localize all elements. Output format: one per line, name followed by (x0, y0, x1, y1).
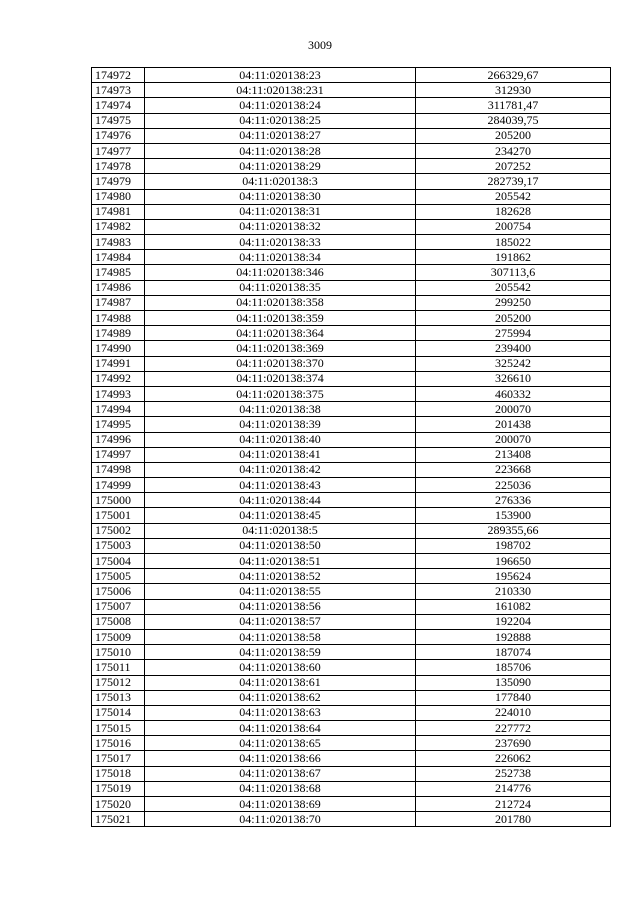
table-row (92, 766, 611, 781)
cadastral-code-cell: 04:11:020138:59 (145, 645, 416, 660)
row-number-cell: 175004 (92, 554, 145, 569)
row-number-cell: 174986 (92, 280, 145, 295)
value-cell: 234270 (416, 143, 611, 158)
table-row (92, 280, 611, 295)
cadastral-code-cell: 04:11:020138:359 (145, 311, 416, 326)
table-row (92, 83, 611, 98)
cadastral-code-cell: 04:11:020138:27 (145, 128, 416, 143)
cadastral-code-cell: 04:11:020138:62 (145, 690, 416, 705)
row-number-cell: 174981 (92, 204, 145, 219)
cadastral-code-cell: 04:11:020138:42 (145, 462, 416, 477)
row-number-cell: 174976 (92, 128, 145, 143)
value-cell: 195624 (416, 569, 611, 584)
table-body (92, 68, 611, 827)
cadastral-code-cell: 04:11:020138:38 (145, 402, 416, 417)
table-row (92, 235, 611, 250)
table-row (92, 432, 611, 447)
table-row (92, 508, 611, 523)
row-number-cell: 174989 (92, 326, 145, 341)
value-cell: 201438 (416, 417, 611, 432)
value-cell: 192204 (416, 614, 611, 629)
table-row (92, 113, 611, 128)
row-number-cell: 174984 (92, 250, 145, 265)
value-cell: 196650 (416, 554, 611, 569)
table-row (92, 599, 611, 614)
row-number-cell: 175018 (92, 766, 145, 781)
table-row (92, 189, 611, 204)
table-row (92, 159, 611, 174)
cadastral-code-cell: 04:11:020138:28 (145, 143, 416, 158)
value-cell: 299250 (416, 295, 611, 310)
table-row (92, 311, 611, 326)
row-number-cell: 174995 (92, 417, 145, 432)
value-cell: 207252 (416, 159, 611, 174)
value-cell: 237690 (416, 736, 611, 751)
row-number-cell: 174978 (92, 159, 145, 174)
cadastral-code-cell: 04:11:020138:25 (145, 113, 416, 128)
row-number-cell: 175000 (92, 493, 145, 508)
row-number-cell: 175012 (92, 675, 145, 690)
row-number-cell: 174994 (92, 402, 145, 417)
cadastral-code-cell: 04:11:020138:52 (145, 569, 416, 584)
value-cell: 177840 (416, 690, 611, 705)
row-number-cell: 175014 (92, 705, 145, 720)
cadastral-code-cell: 04:11:020138:63 (145, 705, 416, 720)
table-row (92, 554, 611, 569)
row-number-cell: 175010 (92, 645, 145, 660)
cadastral-code-cell: 04:11:020138:43 (145, 478, 416, 493)
value-cell: 252738 (416, 766, 611, 781)
cadastral-code-cell: 04:11:020138:70 (145, 812, 416, 827)
value-cell: 275994 (416, 326, 611, 341)
row-number-cell: 174992 (92, 371, 145, 386)
cadastral-code-cell: 04:11:020138:34 (145, 250, 416, 265)
row-number-cell: 175015 (92, 721, 145, 736)
table-row (92, 675, 611, 690)
value-cell: 225036 (416, 478, 611, 493)
row-number-cell: 174982 (92, 219, 145, 234)
table-row (92, 751, 611, 766)
row-number-cell: 174972 (92, 68, 145, 83)
cadastral-code-cell: 04:11:020138:57 (145, 614, 416, 629)
cadastral-code-cell: 04:11:020138:358 (145, 295, 416, 310)
table-row (92, 98, 611, 113)
row-number-cell: 174990 (92, 341, 145, 356)
value-cell: 185706 (416, 660, 611, 675)
row-number-cell: 175020 (92, 797, 145, 812)
value-cell: 161082 (416, 599, 611, 614)
table-row (92, 68, 611, 83)
row-number-cell: 174983 (92, 235, 145, 250)
value-cell: 198702 (416, 538, 611, 553)
table-row (92, 478, 611, 493)
value-cell: 153900 (416, 508, 611, 523)
cadastral-code-cell: 04:11:020138:3 (145, 174, 416, 189)
cadastral-code-cell: 04:11:020138:23 (145, 68, 416, 83)
cadastral-code-cell: 04:11:020138:39 (145, 417, 416, 432)
cadastral-code-cell: 04:11:020138:67 (145, 766, 416, 781)
row-number-cell: 174977 (92, 143, 145, 158)
cadastral-code-cell: 04:11:020138:31 (145, 204, 416, 219)
table-row (92, 174, 611, 189)
table-row (92, 493, 611, 508)
value-cell: 205200 (416, 311, 611, 326)
value-cell: 239400 (416, 341, 611, 356)
value-cell: 213408 (416, 447, 611, 462)
cadastral-code-cell: 04:11:020138:61 (145, 675, 416, 690)
table-row (92, 690, 611, 705)
row-number-cell: 175019 (92, 781, 145, 796)
cadastral-code-cell: 04:11:020138:51 (145, 554, 416, 569)
value-cell: 284039,75 (416, 113, 611, 128)
table-row (92, 417, 611, 432)
row-number-cell: 174973 (92, 83, 145, 98)
value-cell: 226062 (416, 751, 611, 766)
value-cell: 289355,66 (416, 523, 611, 538)
row-number-cell: 175008 (92, 614, 145, 629)
row-number-cell: 174974 (92, 98, 145, 113)
table-row (92, 386, 611, 401)
value-cell: 282739,17 (416, 174, 611, 189)
cadastral-code-cell: 04:11:020138:370 (145, 356, 416, 371)
cadastral-code-cell: 04:11:020138:55 (145, 584, 416, 599)
cadastral-code-cell: 04:11:020138:65 (145, 736, 416, 751)
table-row (92, 614, 611, 629)
cadastral-code-cell: 04:11:020138:24 (145, 98, 416, 113)
value-cell: 200070 (416, 432, 611, 447)
row-number-cell: 174980 (92, 189, 145, 204)
value-cell: 191862 (416, 250, 611, 265)
row-number-cell: 175017 (92, 751, 145, 766)
table-row (92, 584, 611, 599)
value-cell: 227772 (416, 721, 611, 736)
row-number-cell: 175013 (92, 690, 145, 705)
table-row (92, 660, 611, 675)
value-cell: 307113,6 (416, 265, 611, 280)
row-number-cell: 174998 (92, 462, 145, 477)
value-cell: 187074 (416, 645, 611, 660)
cadastral-code-cell: 04:11:020138:64 (145, 721, 416, 736)
row-number-cell: 174999 (92, 478, 145, 493)
value-cell: 312930 (416, 83, 611, 98)
table-row (92, 569, 611, 584)
value-cell: 205542 (416, 189, 611, 204)
row-number-cell: 175021 (92, 812, 145, 827)
table-row (92, 250, 611, 265)
cadastral-code-cell: 04:11:020138:346 (145, 265, 416, 280)
row-number-cell: 175016 (92, 736, 145, 751)
table-row (92, 204, 611, 219)
table-row (92, 371, 611, 386)
row-number-cell: 174987 (92, 295, 145, 310)
value-cell: 276336 (416, 493, 611, 508)
row-number-cell: 175007 (92, 599, 145, 614)
value-cell: 460332 (416, 386, 611, 401)
table-row (92, 447, 611, 462)
cadastral-code-cell: 04:11:020138:35 (145, 280, 416, 295)
row-number-cell: 174988 (92, 311, 145, 326)
page-number: 3009 (308, 38, 332, 52)
table-row (92, 629, 611, 644)
row-number-cell: 174997 (92, 447, 145, 462)
value-cell: 182628 (416, 204, 611, 219)
cadastral-code-cell: 04:11:020138:60 (145, 660, 416, 675)
cadastral-code-cell: 04:11:020138:369 (145, 341, 416, 356)
value-cell: 210330 (416, 584, 611, 599)
table-row (92, 812, 611, 827)
row-number-cell: 174993 (92, 386, 145, 401)
table-row (92, 736, 611, 751)
table-row (92, 295, 611, 310)
table-row (92, 143, 611, 158)
value-cell: 201780 (416, 812, 611, 827)
row-number-cell: 175001 (92, 508, 145, 523)
data-table (91, 67, 611, 827)
table-row (92, 326, 611, 341)
row-number-cell: 174985 (92, 265, 145, 280)
row-number-cell: 175002 (92, 523, 145, 538)
table-row (92, 462, 611, 477)
row-number-cell: 175003 (92, 538, 145, 553)
cadastral-code-cell: 04:11:020138:58 (145, 629, 416, 644)
row-number-cell: 175005 (92, 569, 145, 584)
cadastral-code-cell: 04:11:020138:30 (145, 189, 416, 204)
table-row (92, 265, 611, 280)
table-row (92, 219, 611, 234)
row-number-cell: 175006 (92, 584, 145, 599)
cadastral-code-cell: 04:11:020138:40 (145, 432, 416, 447)
value-cell: 311781,47 (416, 98, 611, 113)
row-number-cell: 174975 (92, 113, 145, 128)
value-cell: 326610 (416, 371, 611, 386)
table-row (92, 341, 611, 356)
cadastral-code-cell: 04:11:020138:69 (145, 797, 416, 812)
cadastral-code-cell: 04:11:020138:56 (145, 599, 416, 614)
table-row (92, 356, 611, 371)
cadastral-code-cell: 04:11:020138:32 (145, 219, 416, 234)
value-cell: 185022 (416, 235, 611, 250)
cadastral-code-cell: 04:11:020138:29 (145, 159, 416, 174)
cadastral-code-cell: 04:11:020138:374 (145, 371, 416, 386)
row-number-cell: 175011 (92, 660, 145, 675)
value-cell: 214776 (416, 781, 611, 796)
value-cell: 223668 (416, 462, 611, 477)
row-number-cell: 174996 (92, 432, 145, 447)
row-number-cell: 175009 (92, 629, 145, 644)
value-cell: 205200 (416, 128, 611, 143)
value-cell: 205542 (416, 280, 611, 295)
value-cell: 224010 (416, 705, 611, 720)
row-number-cell: 174979 (92, 174, 145, 189)
value-cell: 200070 (416, 402, 611, 417)
table-row (92, 538, 611, 553)
cadastral-code-cell: 04:11:020138:44 (145, 493, 416, 508)
value-cell: 266329,67 (416, 68, 611, 83)
cadastral-code-cell: 04:11:020138:41 (145, 447, 416, 462)
cadastral-code-cell: 04:11:020138:5 (145, 523, 416, 538)
row-number-cell: 174991 (92, 356, 145, 371)
cadastral-code-cell: 04:11:020138:66 (145, 751, 416, 766)
cadastral-code-cell: 04:11:020138:364 (145, 326, 416, 341)
value-cell: 325242 (416, 356, 611, 371)
value-cell: 212724 (416, 797, 611, 812)
table-row (92, 721, 611, 736)
cadastral-code-cell: 04:11:020138:375 (145, 386, 416, 401)
table-row (92, 705, 611, 720)
cadastral-code-cell: 04:11:020138:45 (145, 508, 416, 523)
table-row (92, 797, 611, 812)
cadastral-code-cell: 04:11:020138:50 (145, 538, 416, 553)
value-cell: 135090 (416, 675, 611, 690)
value-cell: 200754 (416, 219, 611, 234)
cadastral-code-cell: 04:11:020138:231 (145, 83, 416, 98)
value-cell: 192888 (416, 629, 611, 644)
cadastral-code-cell: 04:11:020138:33 (145, 235, 416, 250)
table-row (92, 523, 611, 538)
cadastral-code-cell: 04:11:020138:68 (145, 781, 416, 796)
table-row (92, 402, 611, 417)
table-row (92, 128, 611, 143)
table-row (92, 645, 611, 660)
table-row (92, 781, 611, 796)
